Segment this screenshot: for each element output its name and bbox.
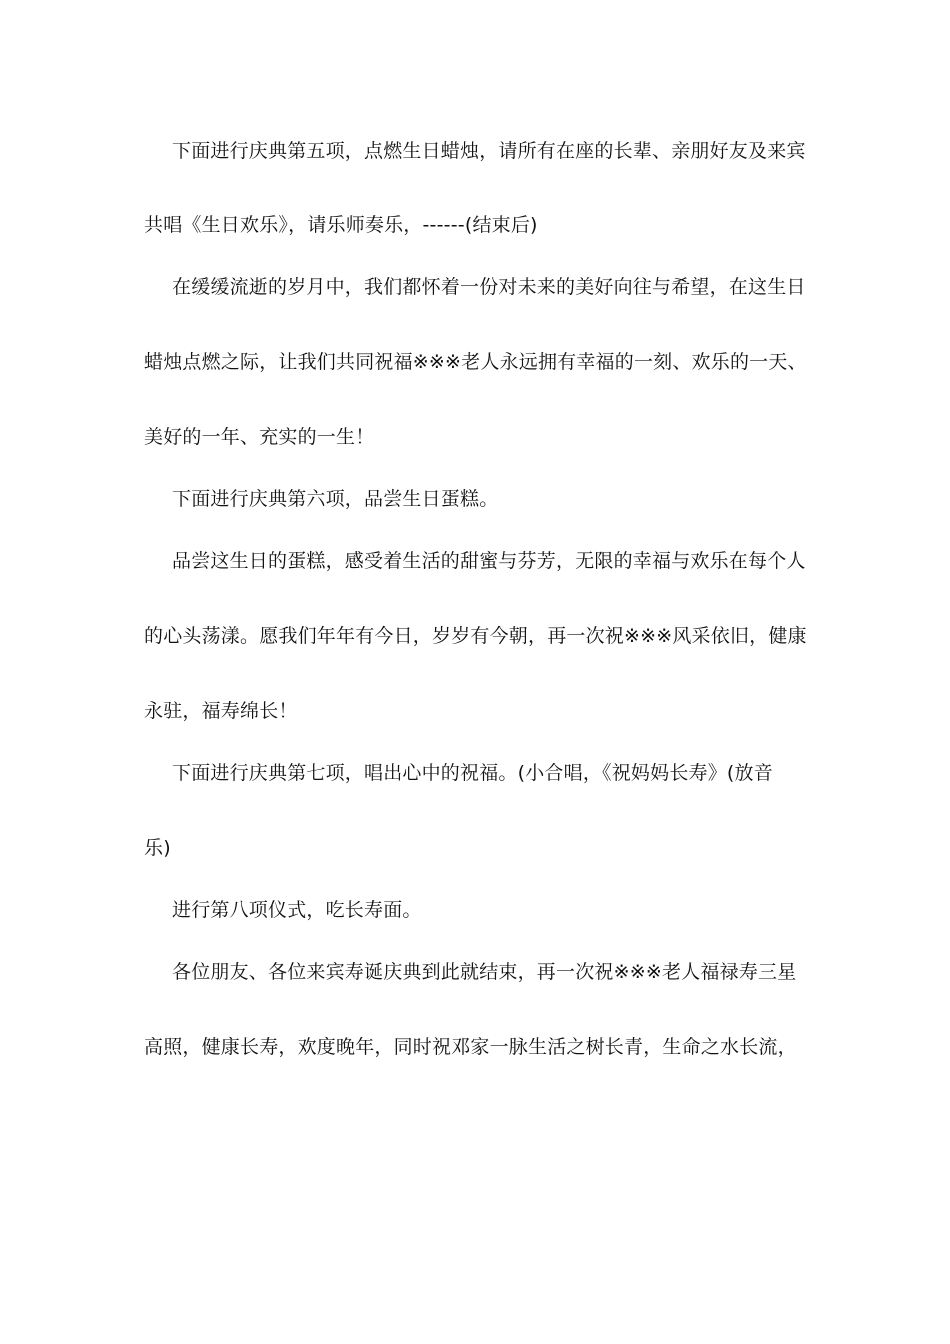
paragraph-line: 共唱《生日欢乐》，请乐师奏乐，------(结束后) bbox=[144, 214, 538, 236]
paragraph-line: 下面进行庆典第五项，点燃生日蜡烛，请所有在座的长辈、亲朋好友及来宾 bbox=[172, 140, 806, 162]
paragraph-line: 下面进行庆典第七项，唱出心中的祝福。(小合唱，《祝妈妈长寿》(放音 bbox=[172, 762, 773, 784]
paragraph-line: 蜡烛点燃之际，让我们共同祝福※※※老人永远拥有幸福的一刻、欢乐的一天、 bbox=[144, 351, 807, 373]
paragraph-line: 下面进行庆典第六项，品尝生日蛋糕。 bbox=[172, 488, 499, 510]
paragraph-line: 乐) bbox=[144, 837, 171, 859]
paragraph-line: 永驻，福寿绵长！ bbox=[144, 700, 298, 722]
paragraph-line: 在缓缓流逝的岁月中，我们都怀着一份对未来的美好向往与希望，在这生日 bbox=[172, 276, 806, 298]
paragraph-line: 品尝这生日的蛋糕，感受着生活的甜蜜与芬芳，无限的幸福与欢乐在每个人 bbox=[172, 550, 806, 572]
paragraph-line: 的心头荡漾。愿我们年年有今日，岁岁有今朝，再一次祝※※※风采依旧，健康 bbox=[144, 625, 807, 647]
paragraph-line: 高照，健康长寿，欢度晚年，同时祝邓家一脉生活之树长青，生命之水长流， bbox=[144, 1036, 797, 1058]
paragraph-line: 美好的一年、充实的一生！ bbox=[144, 426, 375, 448]
paragraph-line: 各位朋友、各位来宾寿诞庆典到此就结束，再一次祝※※※老人福禄寿三星 bbox=[172, 961, 797, 983]
paragraph-line: 进行第八项仪式，吃长寿面。 bbox=[172, 899, 422, 921]
